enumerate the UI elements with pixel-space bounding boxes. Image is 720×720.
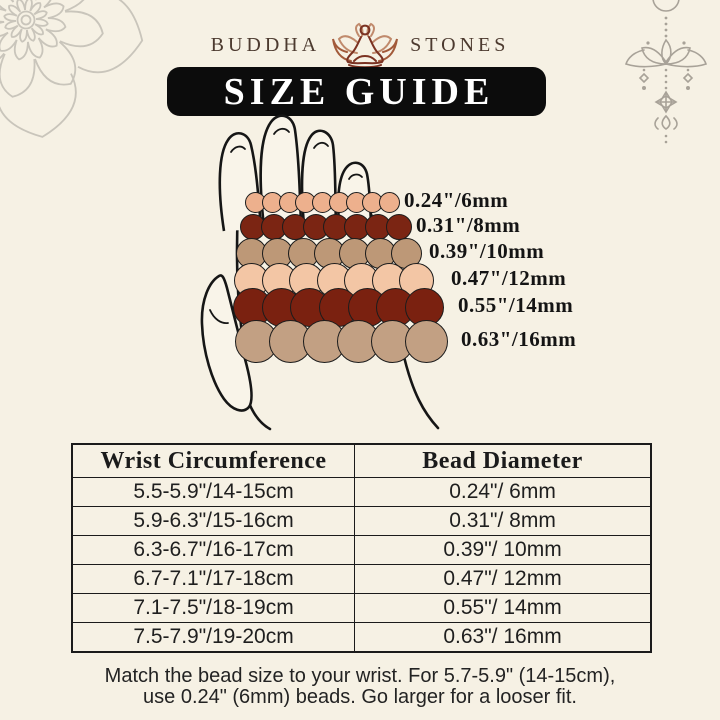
bracelet-size-label: 0.55"/14mm [458,293,574,317]
table-cell: 6.3-6.7"/16-17cm [72,536,355,565]
col-header-wrist-circumference: Wrist Circumference [72,444,355,478]
size-table [71,443,652,653]
table-cell: 0.39"/ 10mm [355,536,651,565]
col-header-bead-diameter: Bead Diameter [355,444,651,478]
table-row [72,623,651,653]
table-row [72,594,651,623]
table-cell: 0.55"/ 14mm [355,594,651,623]
table-cell: 5.9-6.3"/15-16cm [72,507,355,536]
table-cell: 0.63"/ 16mm [355,623,651,653]
table-cell: 7.1-7.5"/18-19cm [72,594,355,623]
bracelet-size-label: 0.31"/8mm [416,213,521,237]
footer-line-1: Match the bead size to your wrist. For 5.7-5.9" (14-15cm), [104,665,616,687]
bead [386,214,412,240]
table-cell: 0.24"/ 6mm [355,478,651,507]
footer-note [0,666,720,708]
bead [405,320,448,363]
table-row [72,536,651,565]
bracelet-size-label: 0.47"/12mm [451,266,567,290]
table-row [72,507,651,536]
brand-name-left: BUDDHA [210,33,321,56]
brand-name-right: STONES [410,33,510,56]
table-cell: 7.5-7.9"/19-20cm [72,623,355,653]
table-row [72,478,651,507]
table-cell: 5.5-5.9"/14-15cm [72,478,355,507]
banner-title: SIZE GUIDE [223,70,495,113]
size-table-body [72,478,651,653]
bracelet-size-label: 0.39"/10mm [429,239,545,263]
footer-line-2: use 0.24" (6mm) beads. Go larger for a looser fit. [143,686,577,708]
table-header-row [72,444,651,478]
bead [379,192,400,213]
table-row [72,565,651,594]
table-cell: 0.31"/ 8mm [355,507,651,536]
bracelet-size-label: 0.24"/6mm [404,188,509,212]
table-cell: 6.7-7.1"/17-18cm [72,565,355,594]
bracelet-size-label: 0.63"/16mm [461,327,577,351]
table-cell: 0.47"/ 12mm [355,565,651,594]
